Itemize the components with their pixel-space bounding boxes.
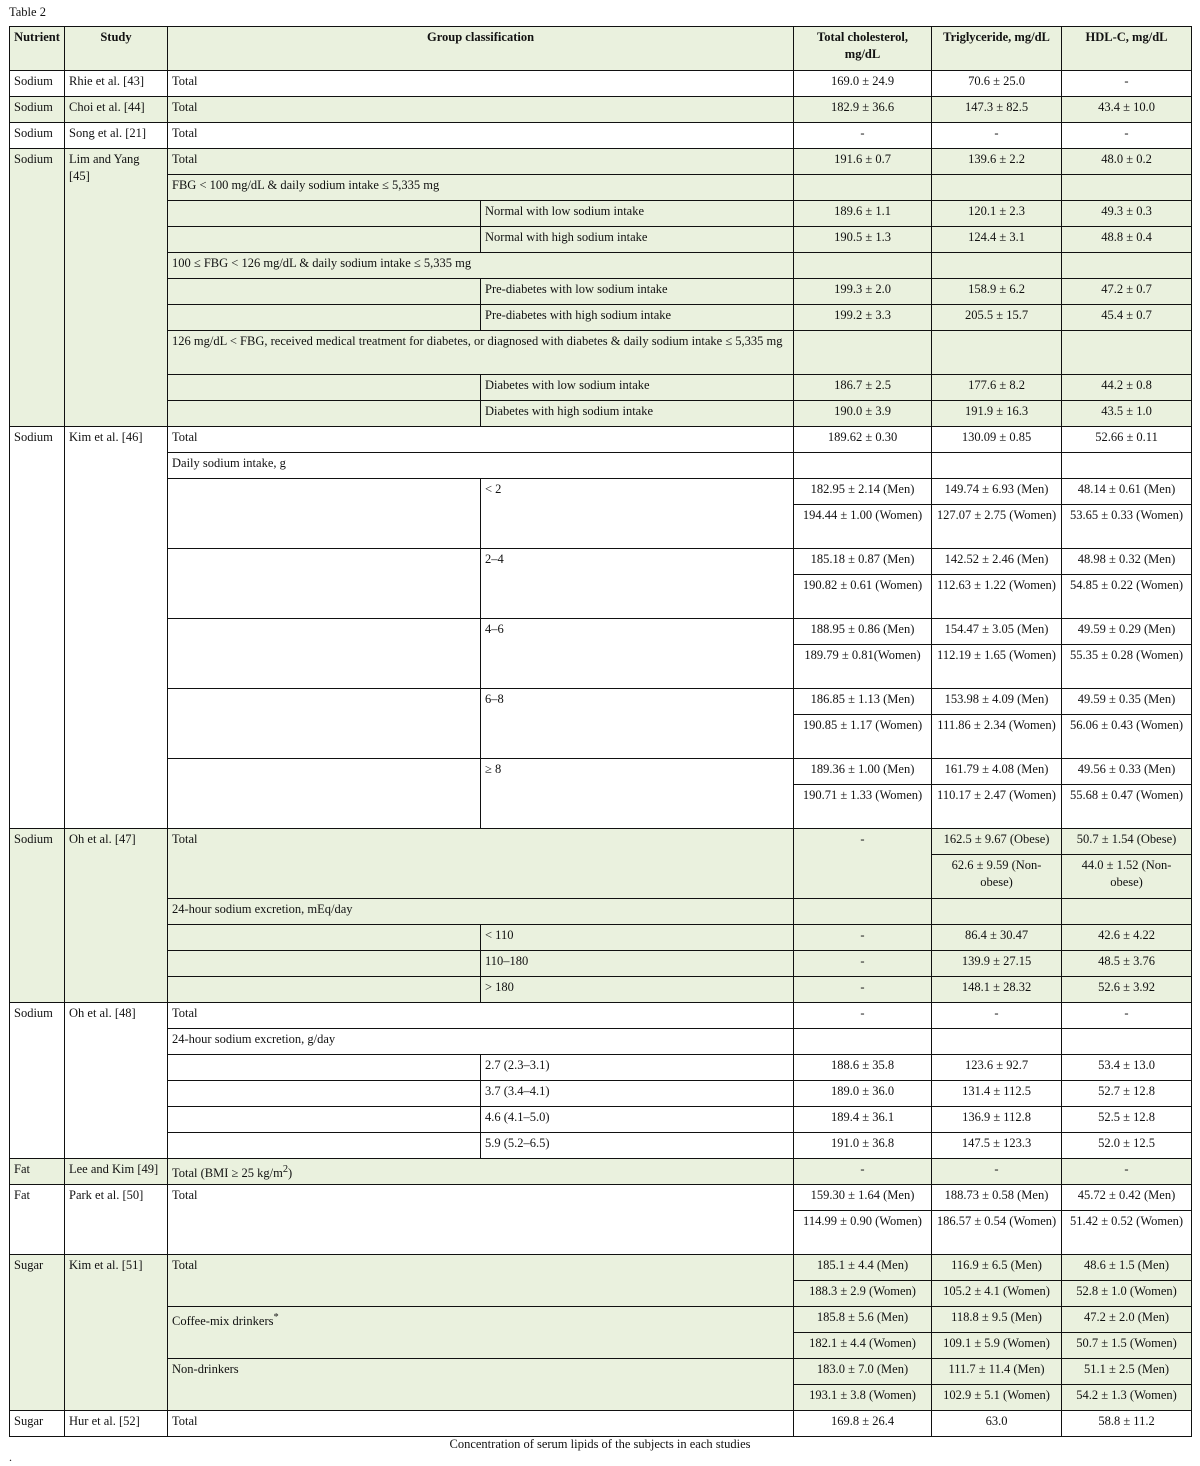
table-row bbox=[10, 401, 1192, 427]
subgroup-cell: Normal with low sodium intake bbox=[481, 201, 794, 227]
table-row bbox=[10, 549, 1192, 575]
table-row bbox=[10, 1029, 1192, 1055]
study-cell: Oh et al. [47] bbox=[65, 829, 168, 1003]
hdl-men-cell: 51.1 ± 2.5 (Men) bbox=[1062, 1359, 1192, 1385]
hdl-cell: 45.4 ± 0.7 bbox=[1062, 305, 1192, 331]
tg-cell: 131.4 ± 112.5 bbox=[932, 1081, 1062, 1107]
tc-cell: 189.62 ± 0.30 bbox=[794, 427, 932, 453]
tc-cell: 169.8 ± 26.4 bbox=[794, 1411, 932, 1437]
tc-cell: 186.7 ± 2.5 bbox=[794, 375, 932, 401]
table-row bbox=[10, 279, 1192, 305]
tg-men-cell: 154.47 ± 3.05 (Men) bbox=[932, 619, 1062, 645]
hdl-women-cell: 52.8 ± 1.0 (Women) bbox=[1062, 1281, 1192, 1307]
table-row bbox=[10, 951, 1192, 977]
tg-cell: 124.4 ± 3.1 bbox=[932, 227, 1062, 253]
group-cell: Non-drinkers bbox=[168, 1359, 794, 1411]
header-hdl: HDL-C, mg/dL bbox=[1062, 27, 1192, 71]
table-row bbox=[10, 1255, 1192, 1281]
table-row bbox=[10, 1307, 1192, 1333]
tg-nonobese-cell: 62.6 ± 9.59 (Non-obese) bbox=[932, 855, 1062, 899]
study-cell: Lee and Kim [49] bbox=[65, 1159, 168, 1185]
hdl-women-cell: 55.68 ± 0.47 (Women) bbox=[1062, 785, 1192, 829]
subgroup-cell: < 2 bbox=[481, 479, 794, 549]
header-row bbox=[10, 27, 1192, 71]
tc-men-cell: 182.95 ± 2.14 (Men) bbox=[794, 479, 932, 505]
nutrient-cell: Sodium bbox=[10, 149, 65, 427]
nutrient-cell: Sodium bbox=[10, 829, 65, 1003]
hdl-cell: 42.6 ± 4.22 bbox=[1062, 925, 1192, 951]
table-row bbox=[10, 201, 1192, 227]
group-heading-cell: Daily sodium intake, g bbox=[168, 453, 794, 479]
tc-men-cell: 185.18 ± 0.87 (Men) bbox=[794, 549, 932, 575]
tg-cell: 191.9 ± 16.3 bbox=[932, 401, 1062, 427]
table-row bbox=[10, 331, 1192, 375]
tg-cell: 123.6 ± 92.7 bbox=[932, 1055, 1062, 1081]
hdl-men-cell: 48.6 ± 1.5 (Men) bbox=[1062, 1255, 1192, 1281]
tc-men-cell: 186.85 ± 1.13 (Men) bbox=[794, 689, 932, 715]
tc-women-cell: 190.82 ± 0.61 (Women) bbox=[794, 575, 932, 619]
hdl-cell: 52.6 ± 3.92 bbox=[1062, 977, 1192, 1003]
table-label: Table 2 bbox=[9, 5, 46, 19]
hdl-men-cell: 49.59 ± 0.35 (Men) bbox=[1062, 689, 1192, 715]
subgroup-cell: 5.9 (5.2–6.5) bbox=[481, 1133, 794, 1159]
tc-cell: 169.0 ± 24.9 bbox=[794, 71, 932, 97]
tc-women-cell: 182.1 ± 4.4 (Women) bbox=[794, 1333, 932, 1359]
tg-women-cell: 127.07 ± 2.75 (Women) bbox=[932, 505, 1062, 549]
hdl-men-cell: 48.14 ± 0.61 (Men) bbox=[1062, 479, 1192, 505]
tc-cell: - bbox=[794, 951, 932, 977]
tc-women-cell: 189.79 ± 0.81(Women) bbox=[794, 645, 932, 689]
tc-cell: 189.0 ± 36.0 bbox=[794, 1081, 932, 1107]
table-row bbox=[10, 1081, 1192, 1107]
table-row bbox=[10, 123, 1192, 149]
tc-women-cell: 194.44 ± 1.00 (Women) bbox=[794, 505, 932, 549]
tg-women-cell: 111.86 ± 2.34 (Women) bbox=[932, 715, 1062, 759]
group-cell: Total bbox=[168, 1411, 794, 1437]
table-row bbox=[10, 453, 1192, 479]
tg-cell: 63.0 bbox=[932, 1411, 1062, 1437]
group-cell: Total bbox=[168, 829, 794, 899]
table-row bbox=[10, 1159, 1192, 1185]
hdl-cell: - bbox=[1062, 123, 1192, 149]
table-row bbox=[10, 427, 1192, 453]
subgroup-cell: > 180 bbox=[481, 977, 794, 1003]
group-heading-cell: 24-hour sodium excretion, mEq/day bbox=[168, 899, 794, 925]
tc-cell: 191.0 ± 36.8 bbox=[794, 1133, 932, 1159]
tc-men-cell: 159.30 ± 1.64 (Men) bbox=[794, 1185, 932, 1211]
nutrient-cell: Sugar bbox=[10, 1411, 65, 1437]
tg-men-cell: 142.52 ± 2.46 (Men) bbox=[932, 549, 1062, 575]
tc-men-cell: 185.8 ± 5.6 (Men) bbox=[794, 1307, 932, 1333]
tg-women-cell: 109.1 ± 5.9 (Women) bbox=[932, 1333, 1062, 1359]
hdl-women-cell: 55.35 ± 0.28 (Women) bbox=[1062, 645, 1192, 689]
hdl-cell: 52.5 ± 12.8 bbox=[1062, 1107, 1192, 1133]
study-cell: Park et al. [50] bbox=[65, 1185, 168, 1255]
table-row bbox=[10, 253, 1192, 279]
group-heading-cell: FBG < 100 mg/dL & daily sodium intake ≤ 5,335 mg bbox=[168, 175, 794, 201]
table-row bbox=[10, 925, 1192, 951]
table-row bbox=[10, 1185, 1192, 1211]
table-row bbox=[10, 759, 1192, 785]
hdl-men-cell: 45.72 ± 0.42 (Men) bbox=[1062, 1185, 1192, 1211]
tg-men-cell: 188.73 ± 0.58 (Men) bbox=[932, 1185, 1062, 1211]
hdl-women-cell: 53.65 ± 0.33 (Women) bbox=[1062, 505, 1192, 549]
header-total-cholesterol: Total cholesterol, mg/dL bbox=[794, 27, 932, 71]
tg-men-cell: 111.7 ± 11.4 (Men) bbox=[932, 1359, 1062, 1385]
table-row bbox=[10, 305, 1192, 331]
table-row bbox=[10, 1411, 1192, 1437]
hdl-obese-cell: 50.7 ± 1.54 (Obese) bbox=[1062, 829, 1192, 855]
tg-cell: 147.3 ± 82.5 bbox=[932, 97, 1062, 123]
subgroup-cell: 6–8 bbox=[481, 689, 794, 759]
tc-cell: - bbox=[794, 829, 932, 899]
tc-cell: 190.5 ± 1.3 bbox=[794, 227, 932, 253]
hdl-cell: 48.0 ± 0.2 bbox=[1062, 149, 1192, 175]
table-row bbox=[10, 619, 1192, 645]
subgroup-cell: < 110 bbox=[481, 925, 794, 951]
nutrient-cell: Fat bbox=[10, 1185, 65, 1255]
table-row bbox=[10, 175, 1192, 201]
subgroup-cell: 2–4 bbox=[481, 549, 794, 619]
hdl-cell: 47.2 ± 0.7 bbox=[1062, 279, 1192, 305]
table-row bbox=[10, 1003, 1192, 1029]
group-text-end: ) bbox=[288, 1166, 293, 1181]
tc-men-cell: 185.1 ± 4.4 (Men) bbox=[794, 1255, 932, 1281]
group-cell bbox=[168, 1307, 794, 1359]
tc-men-cell: 189.36 ± 1.00 (Men) bbox=[794, 759, 932, 785]
tg-women-cell: 105.2 ± 4.1 (Women) bbox=[932, 1281, 1062, 1307]
tg-men-cell: 153.98 ± 4.09 (Men) bbox=[932, 689, 1062, 715]
tc-cell: 190.0 ± 3.9 bbox=[794, 401, 932, 427]
hdl-cell: - bbox=[1062, 71, 1192, 97]
header-triglyceride: Triglyceride, mg/dL bbox=[932, 27, 1062, 71]
hdl-cell: 43.4 ± 10.0 bbox=[1062, 97, 1192, 123]
group-heading-cell: 126 mg/dL < FBG, received medical treatment for diabetes, or diagnosed with diabetes & daily sodium intake ≤ 5,335 mg bbox=[168, 331, 794, 375]
tc-cell: 182.9 ± 36.6 bbox=[794, 97, 932, 123]
tc-cell: - bbox=[794, 977, 932, 1003]
nutrient-cell: Sodium bbox=[10, 1003, 65, 1159]
hdl-women-cell: 54.2 ± 1.3 (Women) bbox=[1062, 1385, 1192, 1411]
hdl-cell: 44.2 ± 0.8 bbox=[1062, 375, 1192, 401]
subgroup-cell: 110–180 bbox=[481, 951, 794, 977]
hdl-cell: 48.5 ± 3.76 bbox=[1062, 951, 1192, 977]
hdl-nonobese-cell: 44.0 ± 1.52 (Non-obese) bbox=[1062, 855, 1192, 899]
table-row bbox=[10, 479, 1192, 505]
hdl-cell: - bbox=[1062, 1159, 1192, 1185]
tg-cell: 139.9 ± 27.15 bbox=[932, 951, 1062, 977]
hdl-women-cell: 50.7 ± 1.5 (Women) bbox=[1062, 1333, 1192, 1359]
superscript-2: 2 bbox=[282, 1164, 289, 1175]
tc-cell: - bbox=[794, 925, 932, 951]
tg-obese-cell: 162.5 ± 9.67 (Obese) bbox=[932, 829, 1062, 855]
table-row bbox=[10, 829, 1192, 855]
hdl-men-cell: 47.2 ± 2.0 (Men) bbox=[1062, 1307, 1192, 1333]
table-row bbox=[10, 1359, 1192, 1385]
table-row bbox=[10, 1055, 1192, 1081]
tg-men-cell: 116.9 ± 6.5 (Men) bbox=[932, 1255, 1062, 1281]
tg-cell: 158.9 ± 6.2 bbox=[932, 279, 1062, 305]
tc-cell: - bbox=[794, 1003, 932, 1029]
tc-women-cell: 193.1 ± 3.8 (Women) bbox=[794, 1385, 932, 1411]
study-cell: Oh et al. [48] bbox=[65, 1003, 168, 1159]
hdl-men-cell: 49.56 ± 0.33 (Men) bbox=[1062, 759, 1192, 785]
nutrient-cell: Sodium bbox=[10, 71, 65, 97]
subgroup-cell: 4.6 (4.1–5.0) bbox=[481, 1107, 794, 1133]
study-cell: Lim and Yang [45] bbox=[65, 149, 168, 427]
hdl-women-cell: 56.06 ± 0.43 (Women) bbox=[1062, 715, 1192, 759]
group-cell: Total bbox=[168, 1185, 794, 1255]
header-group: Group classification bbox=[168, 27, 794, 71]
table-row bbox=[10, 1133, 1192, 1159]
group-cell: Total bbox=[168, 71, 794, 97]
tg-cell: - bbox=[932, 123, 1062, 149]
tg-women-cell: 112.19 ± 1.65 (Women) bbox=[932, 645, 1062, 689]
hdl-cell: 58.8 ± 11.2 bbox=[1062, 1411, 1192, 1437]
trailing-dot: . bbox=[9, 1450, 12, 1464]
group-cell: Total bbox=[168, 149, 794, 175]
subgroup-cell: Diabetes with low sodium intake bbox=[481, 375, 794, 401]
study-cell: Hur et al. [52] bbox=[65, 1411, 168, 1437]
tg-cell: 136.9 ± 112.8 bbox=[932, 1107, 1062, 1133]
table-row bbox=[10, 375, 1192, 401]
group-heading-cell: 24-hour sodium excretion, g/day bbox=[168, 1029, 794, 1055]
subgroup-cell: Normal with high sodium intake bbox=[481, 227, 794, 253]
group-cell: Total bbox=[168, 1255, 794, 1307]
tc-men-cell: 188.95 ± 0.86 (Men) bbox=[794, 619, 932, 645]
footnote-mark: * bbox=[273, 1312, 279, 1324]
table-row bbox=[10, 71, 1192, 97]
tg-cell: - bbox=[932, 1003, 1062, 1029]
hdl-men-cell: 49.59 ± 0.29 (Men) bbox=[1062, 619, 1192, 645]
group-heading-cell: 100 ≤ FBG < 126 mg/dL & daily sodium intake ≤ 5,335 mg bbox=[168, 253, 794, 279]
hdl-women-cell: 51.42 ± 0.52 (Women) bbox=[1062, 1211, 1192, 1255]
group-text: Total (BMI ≥ 25 kg/m bbox=[172, 1166, 283, 1181]
hdl-cell: 52.0 ± 12.5 bbox=[1062, 1133, 1192, 1159]
group-cell: Total bbox=[168, 1003, 794, 1029]
hdl-cell: 52.66 ± 0.11 bbox=[1062, 427, 1192, 453]
table-row bbox=[10, 899, 1192, 925]
tg-women-cell: 112.63 ± 1.22 (Women) bbox=[932, 575, 1062, 619]
study-cell: Kim et al. [46] bbox=[65, 427, 168, 829]
table-row bbox=[10, 97, 1192, 123]
subgroup-cell: Pre-diabetes with high sodium intake bbox=[481, 305, 794, 331]
tc-men-cell: 183.0 ± 7.0 (Men) bbox=[794, 1359, 932, 1385]
tg-cell: 130.09 ± 0.85 bbox=[932, 427, 1062, 453]
subgroup-cell: 4–6 bbox=[481, 619, 794, 689]
tg-men-cell: 118.8 ± 9.5 (Men) bbox=[932, 1307, 1062, 1333]
hdl-cell: 53.4 ± 13.0 bbox=[1062, 1055, 1192, 1081]
hdl-cell: 49.3 ± 0.3 bbox=[1062, 201, 1192, 227]
hdl-cell: 52.7 ± 12.8 bbox=[1062, 1081, 1192, 1107]
tg-men-cell: 149.74 ± 6.93 (Men) bbox=[932, 479, 1062, 505]
hdl-men-cell: 48.98 ± 0.32 (Men) bbox=[1062, 549, 1192, 575]
tg-cell: 86.4 ± 30.47 bbox=[932, 925, 1062, 951]
hdl-women-cell: 54.85 ± 0.22 (Women) bbox=[1062, 575, 1192, 619]
tc-cell: 189.4 ± 36.1 bbox=[794, 1107, 932, 1133]
hdl-cell: 43.5 ± 1.0 bbox=[1062, 401, 1192, 427]
group-cell bbox=[168, 1159, 794, 1185]
subgroup-cell: Diabetes with high sodium intake bbox=[481, 401, 794, 427]
subgroup-cell: 2.7 (2.3–3.1) bbox=[481, 1055, 794, 1081]
group-text: Coffee-mix drinkers bbox=[172, 1314, 274, 1329]
subgroup-cell: ≥ 8 bbox=[481, 759, 794, 829]
tc-women-cell: 190.71 ± 1.33 (Women) bbox=[794, 785, 932, 829]
study-cell: Kim et al. [51] bbox=[65, 1255, 168, 1411]
subgroup-cell: 3.7 (3.4–4.1) bbox=[481, 1081, 794, 1107]
tg-men-cell: 161.79 ± 4.08 (Men) bbox=[932, 759, 1062, 785]
tg-cell: 120.1 ± 2.3 bbox=[932, 201, 1062, 227]
tg-women-cell: 110.17 ± 2.47 (Women) bbox=[932, 785, 1062, 829]
tg-women-cell: 186.57 ± 0.54 (Women) bbox=[932, 1211, 1062, 1255]
tc-cell: 199.2 ± 3.3 bbox=[794, 305, 932, 331]
table-caption: Concentration of serum lipids of the subjects in each studies bbox=[449, 1437, 751, 1451]
tg-cell: 139.6 ± 2.2 bbox=[932, 149, 1062, 175]
tc-women-cell: 190.85 ± 1.17 (Women) bbox=[794, 715, 932, 759]
table-row bbox=[10, 977, 1192, 1003]
table-row bbox=[10, 149, 1192, 175]
nutrient-cell: Fat bbox=[10, 1159, 65, 1185]
table-row bbox=[10, 689, 1192, 715]
tg-cell: 147.5 ± 123.3 bbox=[932, 1133, 1062, 1159]
nutrient-cell: Sodium bbox=[10, 123, 65, 149]
serum-lipids-table bbox=[9, 26, 1192, 1437]
tc-cell: 199.3 ± 2.0 bbox=[794, 279, 932, 305]
tc-cell: 188.6 ± 35.8 bbox=[794, 1055, 932, 1081]
hdl-cell: - bbox=[1062, 1003, 1192, 1029]
tc-cell: 189.6 ± 1.1 bbox=[794, 201, 932, 227]
nutrient-cell: Sugar bbox=[10, 1255, 65, 1411]
header-study: Study bbox=[65, 27, 168, 71]
group-cell: Total bbox=[168, 123, 794, 149]
hdl-cell: 48.8 ± 0.4 bbox=[1062, 227, 1192, 253]
group-cell: Total bbox=[168, 97, 794, 123]
tc-cell: 191.6 ± 0.7 bbox=[794, 149, 932, 175]
study-cell: Rhie et al. [43] bbox=[65, 71, 168, 97]
tc-women-cell: 114.99 ± 0.90 (Women) bbox=[794, 1211, 932, 1255]
group-cell: Total bbox=[168, 427, 794, 453]
tg-cell: 148.1 ± 28.32 bbox=[932, 977, 1062, 1003]
tc-cell: - bbox=[794, 123, 932, 149]
subgroup-cell: Pre-diabetes with low sodium intake bbox=[481, 279, 794, 305]
study-cell: Song et al. [21] bbox=[65, 123, 168, 149]
tg-women-cell: 102.9 ± 5.1 (Women) bbox=[932, 1385, 1062, 1411]
header-nutrient: Nutrient bbox=[10, 27, 65, 71]
tg-cell: 70.6 ± 25.0 bbox=[932, 71, 1062, 97]
tc-cell: - bbox=[794, 1159, 932, 1185]
study-cell: Choi et al. [44] bbox=[65, 97, 168, 123]
tg-cell: - bbox=[932, 1159, 1062, 1185]
nutrient-cell: Sodium bbox=[10, 427, 65, 829]
table-row bbox=[10, 227, 1192, 253]
nutrient-cell: Sodium bbox=[10, 97, 65, 123]
tg-cell: 205.5 ± 15.7 bbox=[932, 305, 1062, 331]
table-row bbox=[10, 1107, 1192, 1133]
tg-cell: 177.6 ± 8.2 bbox=[932, 375, 1062, 401]
tc-women-cell: 188.3 ± 2.9 (Women) bbox=[794, 1281, 932, 1307]
